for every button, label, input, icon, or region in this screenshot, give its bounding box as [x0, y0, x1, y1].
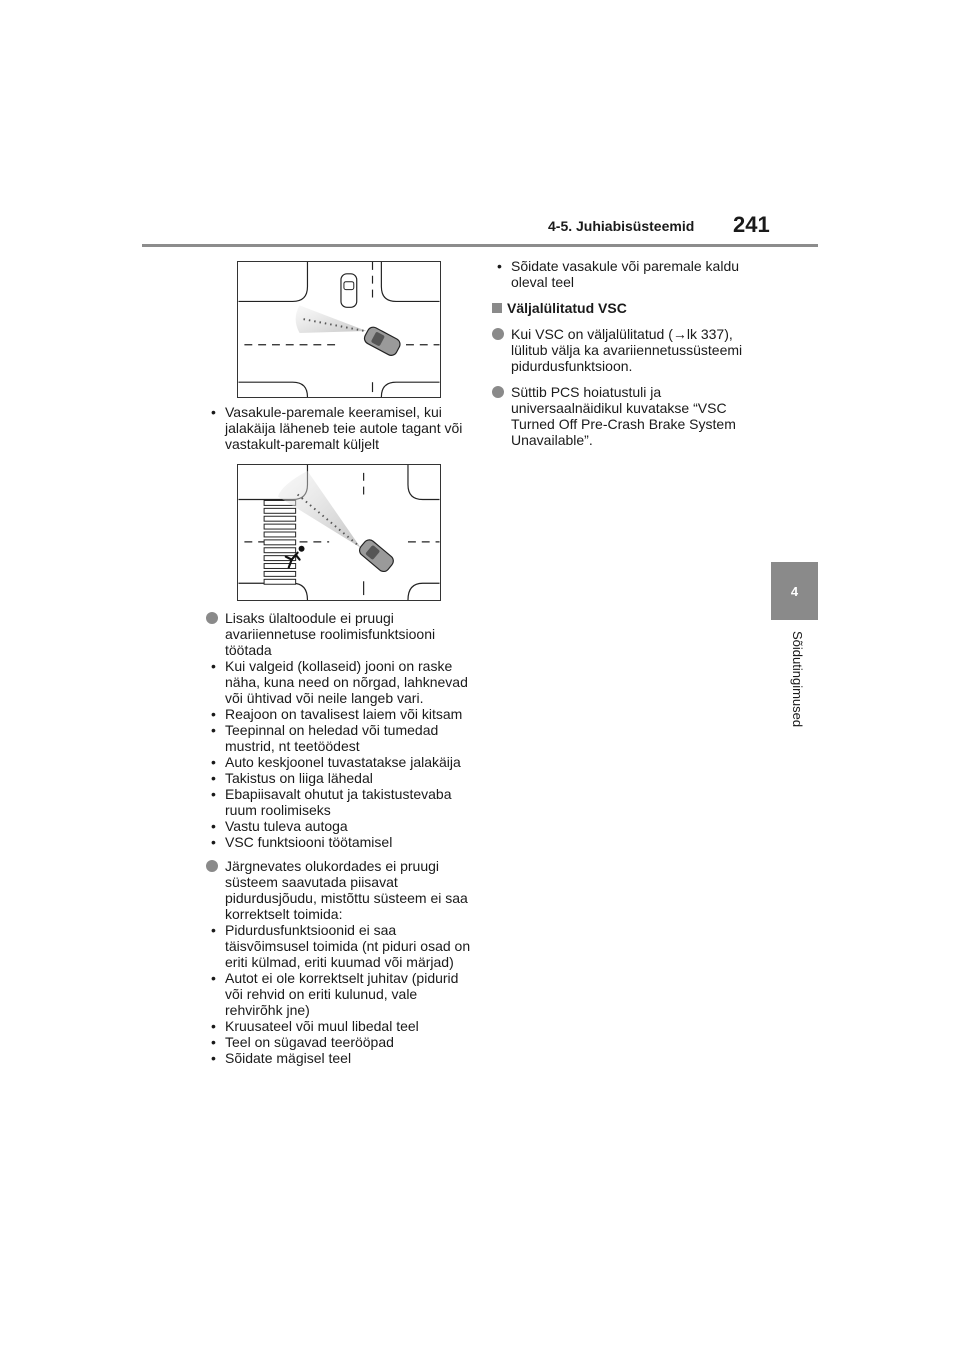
- figure-caption: • Vasakule-paremale keeramisel, kui jalakäija läheneb teie autole tagant või vastakult-paremalt küljelt: [206, 404, 476, 452]
- chapter-title: Sõidutingimused: [790, 631, 805, 728]
- list-item: • VSC funktsiooni töötamisel: [206, 834, 476, 850]
- list-item: • Reajoon on tavalisest laiem või kitsam: [206, 706, 476, 722]
- list-item: • Takistus on liiga lähedal: [206, 770, 476, 786]
- vsc-item: Süttib PCS hoiatustuli ja universaalnäidikul kuvatakse “VSC Turned Off Pre-Crash Brake System Unavailable”.: [492, 384, 762, 448]
- list-item: • Teel on sügavad teerööpad: [206, 1034, 476, 1050]
- list-item: • Sõidate mägisel teel: [206, 1050, 476, 1066]
- right-column: [492, 258, 762, 448]
- vsc-item: Kui VSC on väljalülitatud (→lk 337), lülitub välja ka avariiennetussüsteemi pidurdusfunktsioon.: [492, 326, 762, 374]
- vsc-heading: Väljalülitatud VSC: [492, 300, 762, 316]
- conditions-braking-intro: Järgnevates olukordades ei pruugi süsteem saavutada piisavat pidurdusjõudu, mistõttu süsteem ei saa korrektselt toimida:: [206, 858, 476, 922]
- list-item: • Pidurdusfunktsioonid ei saa täisvõimsusel toimida (nt piduri osad on eriti külmad, eriti kuumad või märjad): [206, 922, 476, 970]
- section-title: 4-5. Juhiabisüsteemid: [548, 218, 695, 234]
- list-item: • Sõidate vasakule või paremale kaldu oleval teel: [492, 258, 762, 290]
- square-bullet-icon: [492, 303, 502, 313]
- list-item: • Kruusateel või muul libedal teel: [206, 1018, 476, 1034]
- bullet-dot-icon: [492, 328, 504, 340]
- list-item: • Autot ei ole korrektselt juhitav (pidurid või rehvid on eriti kulunud, vale rehvirõhk jne): [206, 970, 476, 1018]
- intersection-turn-illustration: [238, 262, 440, 397]
- list-item: • Kui valgeid (kollaseid) jooni on raske näha, kuna need on nõrgad, lahknevad või ühtivad või neile langeb vari.: [206, 658, 476, 706]
- list-item: • Auto keskjoonel tuvastatakse jalakäija: [206, 754, 476, 770]
- chapter-number: 4: [790, 583, 799, 599]
- list-item: • Teepinnal on heledad või tumedad mustrid, nt teetöödest: [206, 722, 476, 754]
- left-column: [206, 404, 476, 1066]
- conditions-steering-intro: Lisaks ülaltoodule ei pruugi avariiennetuse roolimisfunktsiooni töötada: [206, 610, 476, 658]
- bullet-dot-icon: [206, 612, 218, 624]
- list-item: • Ebapiisavalt ohutut ja takistustevaba ruum roolimiseks: [206, 786, 476, 818]
- intersection-turn-figure: [237, 261, 441, 398]
- bullet-dot-icon: [492, 386, 504, 398]
- list-item: • Vastu tuleva autoga: [206, 818, 476, 834]
- chapter-tab[interactable]: [771, 562, 818, 620]
- bullet-dot-icon: [206, 860, 218, 872]
- page-number: 241: [733, 212, 770, 237]
- header-divider: [142, 244, 818, 247]
